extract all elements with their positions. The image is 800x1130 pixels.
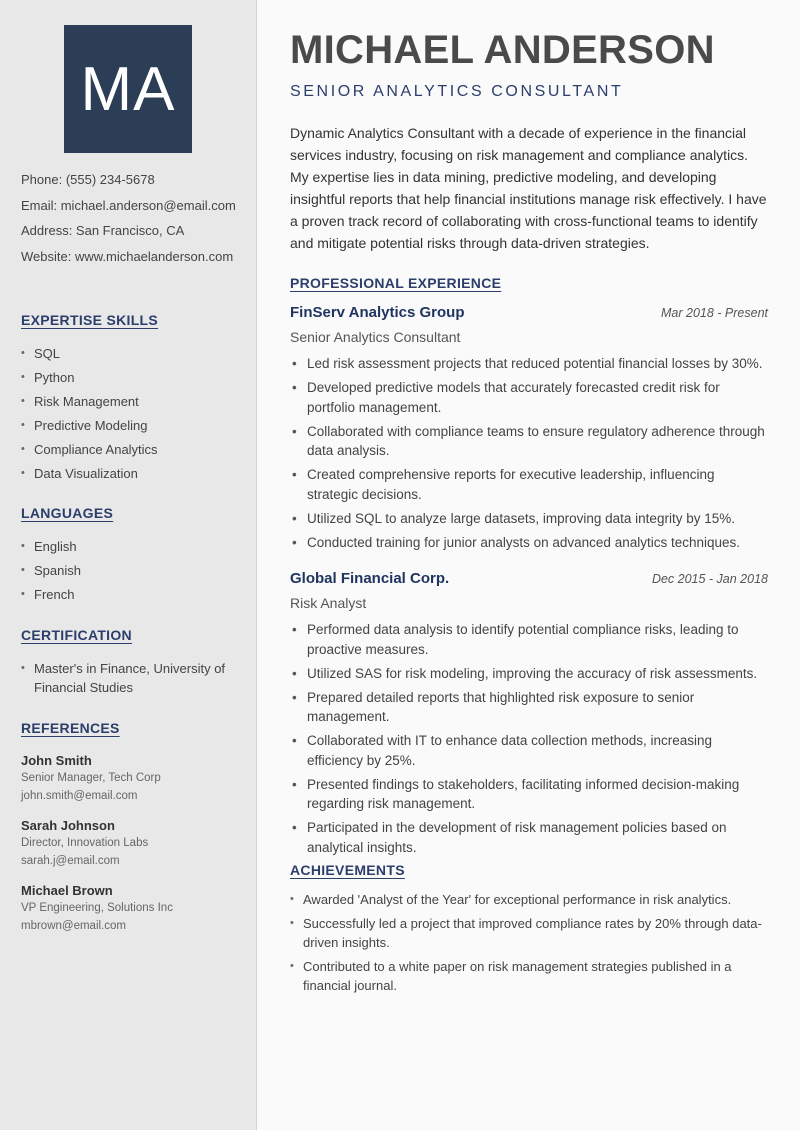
job-bullets (290, 620, 768, 857)
achievement-item: • Contributed to a white paper on risk management strategies published in a financial journal. (290, 957, 768, 995)
job-bullet: • Performed data analysis to identify potential compliance risks, leading to proactive measures. (290, 620, 768, 659)
language-item: • English (21, 537, 246, 556)
job-bullet: • Developed predictive models that accurately forecasted credit risk for portfolio management. (290, 378, 768, 417)
certification-item: • Master's in Finance, University of Financial Studies (21, 659, 226, 697)
profile-summary: Dynamic Analytics Consultant with a decade of experience in the financial services industry, focusing on risk management and compliance analytics. My expertise lies in data mining, predictive modeling, and developing insightful reports that help financial institutions manage risk effectively. I have a proven track record of collaborating with cross-functional teams to identify and mitigate potential risks through data-driven strategies. (290, 125, 767, 251)
candidate-name: MICHAEL ANDERSON (290, 28, 715, 72)
reference-email[interactable]: sarah.j@email.com (21, 854, 120, 867)
job-bullet: • Utilized SAS for risk modeling, improving the accuracy of risk assessments. (290, 664, 768, 684)
achievements-list (290, 890, 768, 1000)
job-role: Senior Analytics Consultant (290, 329, 461, 345)
job-bullet: • Conducted training for junior analysts on advanced analytics techniques. (290, 533, 768, 553)
reference-name: Michael Brown (21, 883, 113, 898)
job-title: SENIOR ANALYTICS CONSULTANT (290, 83, 624, 100)
reference-email[interactable]: john.smith@email.com (21, 789, 138, 802)
job-bullet: • Collaborated with compliance teams to ensure regulatory adherence through data analysis. (290, 422, 768, 461)
job-dates: Dec 2015 - Jan 2018 (651, 572, 768, 586)
job-bullet: • Prepared detailed reports that highlighted risk exposure to senior management. (290, 688, 768, 727)
reference-name: John Smith (21, 753, 92, 768)
sidebar (0, 0, 257, 1130)
contact-phone: Phone: (555) 234-5678 (21, 172, 155, 187)
job-bullet: • Led risk assessment projects that reduced potential financial losses by 30%. (290, 354, 768, 374)
reference-email[interactable]: mbrown@email.com (21, 919, 126, 932)
job-company: FinServ Analytics Group (290, 304, 465, 321)
skills-heading: EXPERTISE SKILLS (21, 312, 159, 328)
languages-heading: LANGUAGES (21, 505, 114, 521)
references-heading: REFERENCES (21, 720, 120, 736)
reference-name: Sarah Johnson (21, 818, 115, 833)
contact-info (21, 170, 251, 272)
skills-list (21, 344, 246, 488)
monogram-avatar: MA (64, 25, 192, 153)
reference-title: Senior Manager, Tech Corp (21, 772, 161, 784)
job-dates: Mar 2018 - Present (661, 306, 768, 320)
skill-item: • Python (21, 368, 246, 387)
reference-entry (21, 752, 246, 805)
reference-entry (21, 882, 246, 935)
certification-list (21, 659, 226, 702)
job-entry (290, 570, 768, 862)
job-header (290, 304, 768, 326)
achievement-item: • Successfully led a project that improved compliance rates by 20% through data-driven insights. (290, 914, 768, 952)
achievements-heading: ACHIEVEMENTS (290, 862, 405, 878)
language-item: • French (21, 585, 246, 604)
skill-item: • Predictive Modeling (21, 416, 246, 435)
job-entry (290, 304, 768, 557)
skill-item: • Data Visualization (21, 464, 246, 483)
achievement-item: • Awarded 'Analyst of the Year' for exceptional performance in risk analytics. (290, 890, 768, 909)
contact-address: Address: San Francisco, CA (21, 223, 185, 238)
skill-item: • Compliance Analytics (21, 440, 246, 459)
job-bullet: • Presented findings to stakeholders, facilitating informed decision-making regarding risk management. (290, 775, 768, 814)
contact-email[interactable]: Email: michael.anderson@email.com (21, 197, 236, 213)
reference-title: Director, Innovation Labs (21, 837, 149, 849)
experience-heading: PROFESSIONAL EXPERIENCE (290, 275, 502, 291)
job-bullet: • Collaborated with IT to enhance data collection methods, increasing efficiency by 25%. (290, 731, 768, 770)
job-bullet: • Participated in the development of risk management policies based on analytical insights. (290, 818, 768, 857)
job-bullet: • Utilized SQL to analyze large datasets, improving data integrity by 15%. (290, 509, 768, 529)
references-list (21, 752, 246, 947)
language-item: • Spanish (21, 561, 246, 580)
job-bullet: • Created comprehensive reports for executive leadership, influencing strategic decisions. (290, 465, 768, 504)
job-bullets (290, 354, 768, 552)
languages-list (21, 537, 246, 609)
skill-item: • Risk Management (21, 392, 246, 411)
reference-title: VP Engineering, Solutions Inc (21, 902, 173, 914)
skill-item: • SQL (21, 344, 246, 363)
job-company: Global Financial Corp. (290, 570, 450, 587)
job-role: Risk Analyst (290, 595, 367, 611)
job-header (290, 570, 768, 592)
reference-entry (21, 817, 246, 870)
contact-website[interactable]: Website: www.michaelanderson.com (21, 248, 234, 264)
certification-heading: CERTIFICATION (21, 627, 132, 643)
